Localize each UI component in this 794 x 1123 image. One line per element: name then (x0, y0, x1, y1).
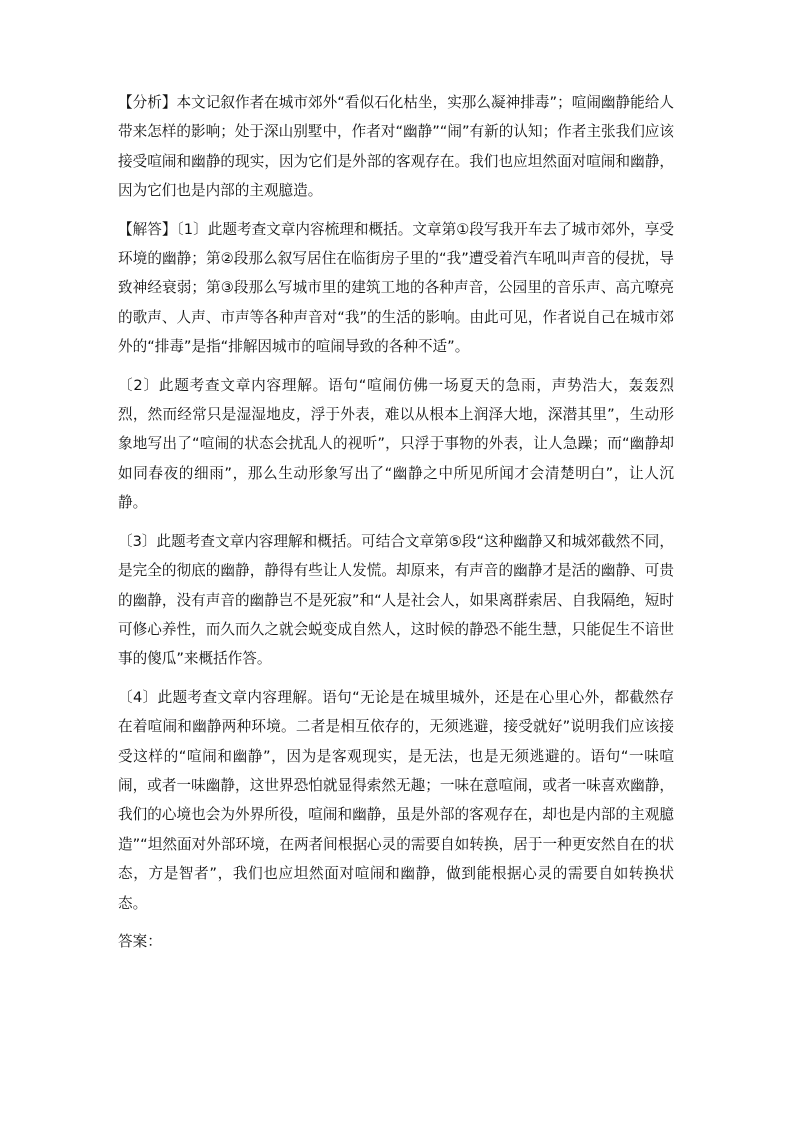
solution-paragraph-4: 〔4〕此题考查文章内容理解。语句“无论是在城里城外，还是在心里心外，都截然存在着喧闹和幽静两种环境。二者是相互依存的，无须逃避，接受就好”说明我们应该接受这样的“喧闹和幽静”，因为是客观现实，是无法，也是无须逃避的。语句“一味喧闹，或者一味幽静，这世界恐怕就显得索然无趣；一味在意喧闹，或者一味喜欢幽静，我们的心境也会为外界所役，喧闹和幽静，虽是外部的客观存在，却也是内部的主观臆造”“坦然面对外部环境，在两者间根据心灵的需要自如转换，居于一种更安然自在的状态，方是智者”，我们也应坦然面对喧闹和幽静，做到能根据心灵的需要自如转换状态。 (118, 688, 674, 912)
answer-label: 答案： (118, 932, 162, 950)
document-page (118, 88, 674, 956)
solution-paragraph-1: 【解答】〔1〕此题考查文章内容梳理和概括。文章第①段写我开车去了城市郊外，享受环境的幽静；第②段那么叙写居住在临街房子里的“我”遭受着汽车吼叫声音的侵扰，导致神经衰弱；第③段那么写城市里的建筑工地的各种声音，公园里的音乐声、高亢嘹亮的歌声、人声、市声等各种声音对“我”的生活的影响。由此可见，作者说自己在城市郊外的“排毒”是指“排解因城市的喧闹导致的各种不适”。 (118, 220, 674, 356)
analysis-paragraph: 【分析】本文记叙作者在城市郊外“看似石化枯坐，实那么凝神排毒”；喧闹幽静能给人带来怎样的影响；处于深山别墅中，作者对“幽静”“闹”有新的认知；作者主张我们应该接受喧闹和幽静的现实，因为它们是外部的客观存在。我们也应坦然面对喧闹和幽静，因为它们也是内部的主观臆造。 (118, 94, 674, 200)
solution-paragraph-3: 〔3〕此题考查文章内容理解和概括。可结合文章第⑤段“这种幽静又和城郊截然不同，是完全的彻底的幽静，静得有些让人发慌。却原来，有声音的幽静才是活的幽静、可贵的幽静，没有声音的幽静岂不是死寂”和“人是社会人，如果离群索居、自我隔绝，短时可修心养性，而久而久之就会蜕变成自然人，这时候的静恐不能生慧，只能促生不谙世事的傻瓜”来概括作答。 (118, 532, 674, 668)
solution-paragraph-2: 〔2〕此题考查文章内容理解。语句“喧闹仿佛一场夏天的急雨，声势浩大，轰轰烈烈，然而经常只是湿湿地皮，浮于外表，难以从根本上润泽大地，深潜其里”，生动形象地写出了“喧闹的状态会扰乱人的视听”，只浮于事物的外表，让人急躁；而“幽静却如同春夜的细雨”，那么生动形象写出了“幽静之中所见所闻才会清楚明白”，让人沉静。 (118, 376, 674, 512)
